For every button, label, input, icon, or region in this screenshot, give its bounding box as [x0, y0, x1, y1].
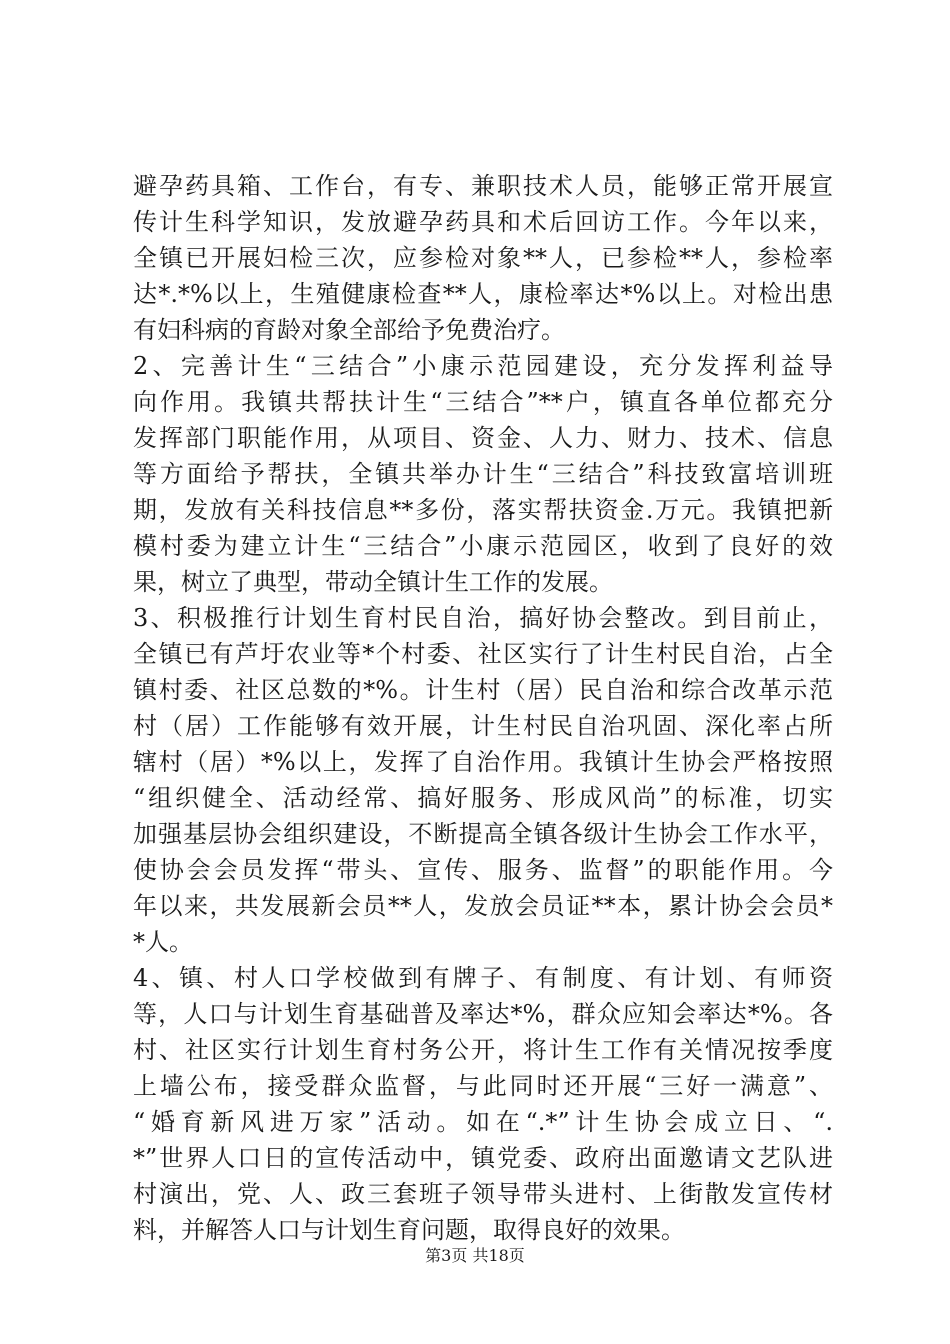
- text-line: 期，发放有关科技信息**多份，落实帮扶资金.万元。我镇把新: [133, 496, 833, 524]
- text-line: 达*.*%以上，生殖健康检查**人，康检率达*%以上。对检出患: [133, 280, 833, 308]
- text-line: 上墙公布，接受群众监督，与此同时还开展“三好一满意”、: [133, 1072, 833, 1100]
- text-line: 全镇已开展妇检三次，应参检对象**人，已参检**人，参检率: [133, 244, 833, 272]
- text-line: 辖村（居）*%以上，发挥了自治作用。我镇计生协会严格按照: [133, 748, 833, 776]
- text-line: 果，树立了典型，带动全镇计生工作的发展。: [133, 568, 613, 596]
- text-line: 传计生科学知识，发放避孕药具和术后回访工作。今年以来，: [133, 208, 833, 236]
- text-line: “组织健全、活动经常、搞好服务、形成风尚”的标准，切实: [133, 784, 833, 812]
- text-line: 镇村委、社区总数的*%。计生村（居）民自治和综合改革示范: [133, 676, 833, 704]
- text-line: *人。: [133, 928, 193, 956]
- text-line: 加强基层协会组织建设，不断提高全镇各级计生协会工作水平，: [133, 820, 833, 848]
- text-line: 避孕药具箱、工作台，有专、兼职技术人员，能够正常开展宣: [133, 172, 833, 200]
- text-line: 4、镇、村人口学校做到有牌子、有制度、有计划、有师资: [133, 964, 833, 992]
- text-line: 等，人口与计划生育基础普及率达*%，群众应知会率达*%。各: [133, 1000, 833, 1028]
- text-line: 村演出，党、人、政三套班子领导带头进村、上街散发宣传材: [133, 1180, 833, 1208]
- text-line: 年以来，共发展新会员**人，发放会员证**本，累计协会会员*: [133, 892, 833, 920]
- text-line: *”世界人口日的宣传活动中，镇党委、政府出面邀请文艺队进: [133, 1144, 833, 1172]
- text-line: 发挥部门职能作用，从项目、资金、人力、财力、技术、信息: [133, 424, 833, 452]
- page-number-footer: 第3页 共18页: [425, 1246, 525, 1265]
- text-line: 向作用。我镇共帮扶计生“三结合”**户，镇直各单位都充分: [133, 388, 833, 416]
- text-line: 料，并解答人口与计划生育问题，取得良好的效果。: [133, 1216, 685, 1244]
- text-line: 全镇已有芦圩农业等*个村委、社区实行了计生村民自治，占全: [133, 640, 833, 668]
- text-line: 使协会会员发挥“带头、宣传、服务、监督”的职能作用。今: [133, 856, 833, 884]
- text-line: 村（居）工作能够有效开展，计生村民自治巩固、深化率占所: [133, 712, 833, 740]
- text-line: 2、完善计生“三结合”小康示范园建设，充分发挥利益导: [133, 352, 833, 380]
- text-line: 模村委为建立计生“三结合”小康示范园区，收到了良好的效: [133, 532, 833, 560]
- text-line: 等方面给予帮扶，全镇共举办计生“三结合”科技致富培训班: [133, 460, 833, 488]
- text-line: 有妇科病的育龄对象全部给予免费治疗。: [133, 316, 565, 344]
- text-line: 村、社区实行计划生育村务公开，将计生工作有关情况按季度: [133, 1036, 833, 1064]
- text-line: “婚育新风进万家”活动。如在“.*”计生协会成立日、“.: [133, 1108, 833, 1136]
- text-line: 3、积极推行计划生育村民自治，搞好协会整改。到目前止，: [133, 604, 833, 632]
